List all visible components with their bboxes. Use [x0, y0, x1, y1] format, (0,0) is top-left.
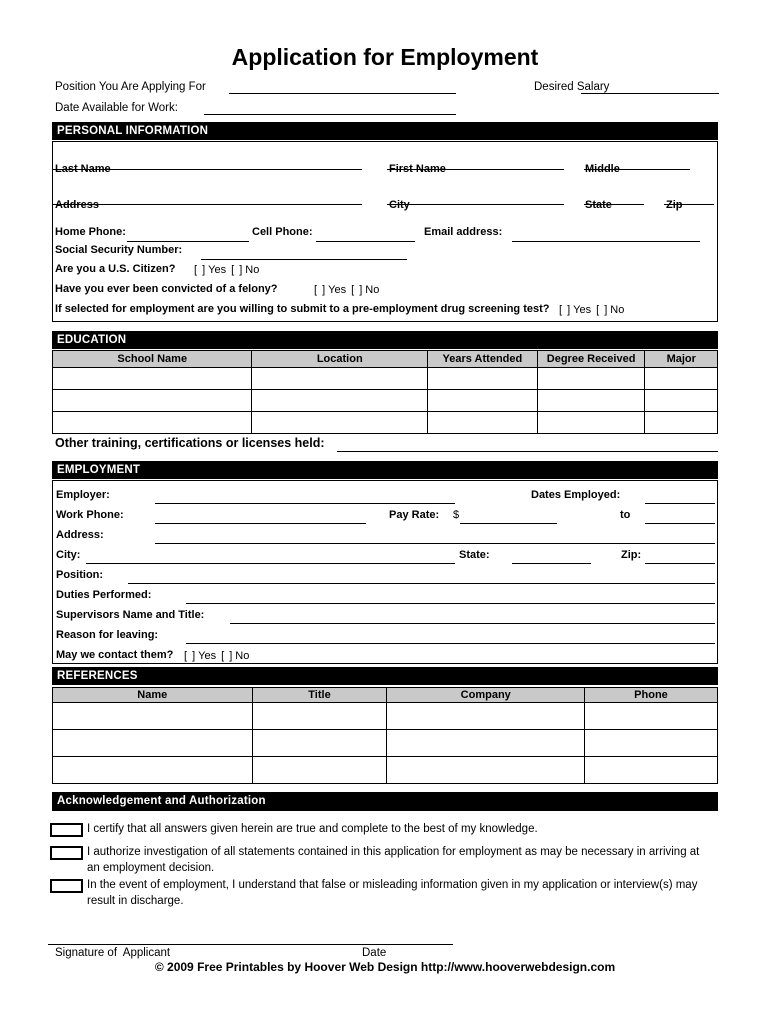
education-col-location: Location [252, 351, 428, 368]
citizen-no-label: No [245, 264, 260, 276]
education-header-row [53, 351, 718, 368]
supervisor-field[interactable] [230, 610, 715, 624]
reference-cell[interactable] [252, 703, 387, 730]
employer-zip-label: Zip: [621, 549, 642, 561]
citizen-yes-label: Yes [208, 264, 227, 276]
dates-employed-to-field[interactable] [645, 510, 715, 524]
reference-cell[interactable] [252, 757, 387, 784]
felony-no-checkbox[interactable]: [ ] [351, 284, 364, 296]
date-available-field[interactable] [204, 101, 456, 115]
authorize-statement [87, 845, 699, 876]
state-label: State [585, 199, 612, 211]
middle-name-label: Middle [585, 163, 620, 175]
education-row [53, 368, 718, 390]
city-label: City [389, 199, 410, 211]
felony-question: Have you ever been convicted of a felony? [55, 283, 278, 295]
education-cell[interactable] [537, 390, 645, 412]
citizen-no-checkbox[interactable]: [ ] [231, 264, 244, 276]
signature-label: Signature of Applicant [55, 947, 171, 959]
employer-zip-field[interactable] [645, 550, 715, 564]
section-header-acknowledgement: Acknowledgement and Authorization [52, 792, 718, 811]
work-phone-label: Work Phone: [56, 509, 124, 521]
contact-yes-checkbox[interactable]: [ ] [184, 650, 197, 662]
section-header-education: EDUCATION [52, 331, 718, 349]
reference-cell[interactable] [387, 703, 585, 730]
date-label: Date [362, 947, 387, 959]
dates-employed-from-field[interactable] [645, 490, 715, 504]
references-col-phone: Phone [584, 688, 717, 703]
drug-test-options [559, 304, 624, 316]
drug-no-label: No [610, 304, 625, 316]
education-cell[interactable] [252, 368, 428, 390]
reference-cell[interactable] [53, 703, 253, 730]
city-field[interactable] [387, 191, 564, 205]
dates-to-label: to [620, 509, 631, 521]
felony-options [314, 284, 379, 296]
reference-cell[interactable] [387, 757, 585, 784]
drug-yes-label: Yes [573, 304, 592, 316]
felony-yes-label: Yes [328, 284, 347, 296]
education-table [52, 350, 718, 434]
education-cell[interactable] [53, 390, 252, 412]
education-col-major: Major [645, 351, 718, 368]
currency-symbol: $ [453, 509, 460, 521]
contact-no-checkbox[interactable]: [ ] [221, 650, 234, 662]
pay-rate-label: Pay Rate: [389, 509, 440, 521]
education-cell[interactable] [428, 368, 538, 390]
other-training-field[interactable] [337, 438, 718, 452]
education-col-years-attended: Years Attended [428, 351, 538, 368]
duties-label: Duties Performed: [56, 589, 152, 601]
acknowledgement-item [50, 822, 538, 838]
contact-no-label: No [235, 650, 250, 662]
reference-cell[interactable] [252, 730, 387, 757]
other-training-label: Other training, certifications or licenses held: [55, 436, 325, 450]
certify-statement [87, 822, 538, 838]
ssn-field[interactable] [201, 246, 407, 260]
employer-city-field[interactable] [86, 550, 455, 564]
drug-no-checkbox[interactable]: [ ] [596, 304, 609, 316]
authorize-statement-line: I authorize investigation of all statements contained in this application for employment as may be necessary in arriving at [87, 846, 700, 858]
reference-cell[interactable] [584, 730, 717, 757]
cell-phone-field[interactable] [316, 228, 415, 242]
pay-rate-field[interactable] [460, 510, 557, 524]
education-row [53, 390, 718, 412]
false-info-checkbox[interactable] [50, 879, 83, 893]
references-table [52, 687, 718, 784]
ssn-label: Social Security Number: [55, 244, 183, 256]
certify-checkbox[interactable] [50, 823, 83, 837]
reference-cell[interactable] [387, 730, 585, 757]
education-cell[interactable] [428, 390, 538, 412]
felony-no-label: No [365, 284, 380, 296]
employment-box [52, 480, 718, 664]
education-cell[interactable] [645, 412, 718, 434]
authorize-checkbox[interactable] [50, 846, 83, 860]
employer-address-field[interactable] [155, 530, 715, 544]
reference-cell[interactable] [53, 730, 253, 757]
reference-cell[interactable] [53, 757, 253, 784]
position-label: Position: [56, 569, 104, 581]
references-col-company: Company [387, 688, 585, 703]
reference-row [53, 757, 718, 784]
signature-field[interactable] [48, 931, 453, 945]
desired-salary-field[interactable] [581, 80, 719, 94]
references-col-name: Name [53, 688, 253, 703]
education-cell[interactable] [428, 412, 538, 434]
reason-leaving-label: Reason for leaving: [56, 629, 159, 641]
address-label: Address [55, 199, 100, 211]
zip-label: Zip [666, 199, 683, 211]
citizen-yes-checkbox[interactable]: [ ] [194, 264, 207, 276]
email-label: Email address: [424, 226, 503, 238]
work-phone-field[interactable] [155, 510, 366, 524]
education-cell[interactable] [252, 412, 428, 434]
personal-information-box [52, 141, 718, 322]
false-info-statement-line: In the event of employment, I understand that false or misleading information given in my application or interview(s) may [87, 879, 698, 891]
section-header-personal-information: PERSONAL INFORMATION [52, 122, 718, 140]
us-citizen-question: Are you a U.S. Citizen? [55, 263, 176, 275]
drug-test-question: If selected for employment are you willing to submit to a pre-employment drug screening test? [55, 303, 550, 315]
employer-city-label: City: [56, 549, 81, 561]
education-col-school-name: School Name [53, 351, 252, 368]
desired-salary-label: Desired Salary [534, 81, 610, 93]
reason-leaving-field[interactable] [186, 630, 715, 644]
education-cell[interactable] [537, 368, 645, 390]
references-col-title: Title [252, 688, 387, 703]
dates-employed-label: Dates Employed: [531, 489, 621, 501]
date-available-label: Date Available for Work: [55, 102, 178, 114]
employer-field[interactable] [155, 490, 455, 504]
employer-state-field[interactable] [512, 550, 591, 564]
reference-cell[interactable] [584, 703, 717, 730]
cell-phone-label: Cell Phone: [252, 226, 313, 238]
education-cell[interactable] [537, 412, 645, 434]
drug-yes-checkbox[interactable]: [ ] [559, 304, 572, 316]
contact-question: May we contact them? [56, 649, 174, 661]
reference-row [53, 703, 718, 730]
employer-label: Employer: [56, 489, 110, 501]
contact-options [184, 650, 249, 662]
duties-field[interactable] [186, 590, 715, 604]
home-phone-label: Home Phone: [55, 226, 126, 238]
education-cell[interactable] [53, 412, 252, 434]
page-title: Application for Employment [231, 44, 539, 70]
education-cell[interactable] [53, 368, 252, 390]
education-cell[interactable] [645, 368, 718, 390]
address-field[interactable] [53, 191, 362, 205]
acknowledgement-item [50, 845, 699, 876]
education-row [53, 412, 718, 434]
authorize-statement-line: an employment decision. [87, 861, 215, 874]
section-header-references: REFERENCES [52, 667, 718, 685]
position-field[interactable] [128, 570, 715, 584]
home-phone-field[interactable] [127, 228, 249, 242]
acknowledgement-item [50, 878, 697, 909]
reference-row [53, 730, 718, 757]
us-citizen-options [194, 264, 259, 276]
supervisor-label: Supervisors Name and Title: [56, 609, 205, 621]
felony-yes-checkbox[interactable]: [ ] [314, 284, 327, 296]
position-applying-label: Position You Are Applying For [55, 81, 206, 93]
education-cell[interactable] [252, 390, 428, 412]
education-col-degree-received: Degree Received [537, 351, 645, 368]
false-info-statement [87, 878, 697, 909]
education-cell[interactable] [645, 390, 718, 412]
email-field[interactable] [512, 228, 700, 242]
contact-yes-label: Yes [198, 650, 217, 662]
position-applying-field[interactable] [229, 80, 456, 94]
certify-statement-line: I certify that all answers given herein are true and complete to the best of my knowledge. [87, 823, 538, 835]
false-info-statement-line: result in discharge. [87, 894, 184, 907]
employer-state-label: State: [459, 549, 490, 561]
last-name-label: Last Name [55, 163, 111, 175]
references-header-row [53, 688, 718, 703]
section-header-employment: EMPLOYMENT [52, 461, 718, 479]
employer-address-label: Address: [56, 529, 104, 541]
first-name-label: First Name [389, 163, 446, 175]
copyright-notice: © 2009 Free Printables by Hoover Web Design http://www.hooverwebdesign.com [154, 960, 616, 974]
reference-cell[interactable] [584, 757, 717, 784]
